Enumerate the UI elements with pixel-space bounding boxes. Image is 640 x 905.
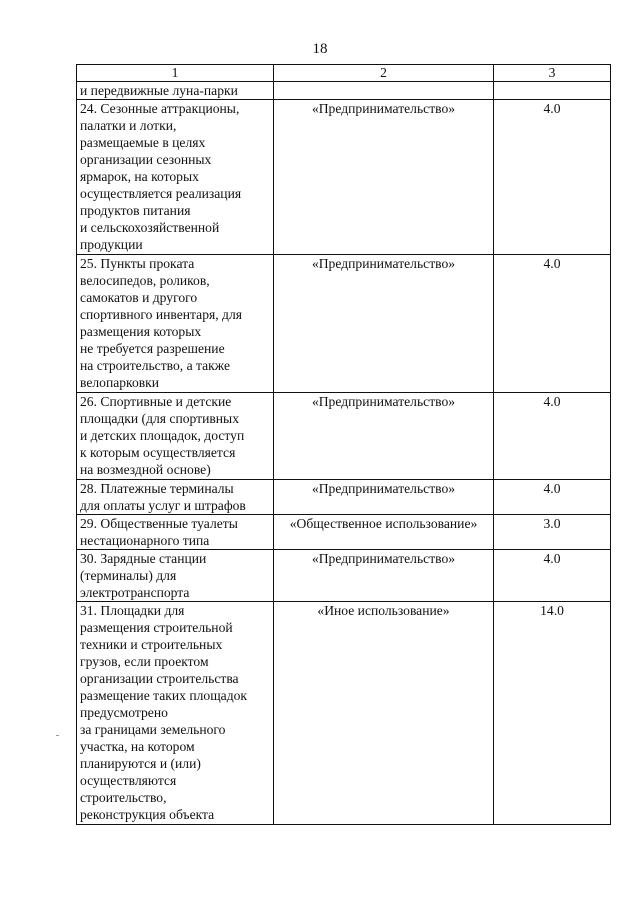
land-use-cell: «Иное использование» (274, 602, 494, 825)
table-header-row (77, 65, 611, 82)
page-number: 18 (312, 41, 328, 57)
use-code-cell: 4.0 (494, 480, 611, 515)
table-row (77, 82, 611, 100)
object-name-cell: 31. Площадки для размещения строительной техники и строительных грузов, если проектом организации строительства размещение таких площадок предусмотрено за границами земельного участка, на котором планируются и (или) осуществляются строительство, реконструкция объекта (77, 602, 274, 825)
scan-mark (56, 735, 59, 736)
use-code-cell: 4.0 (494, 255, 611, 393)
table-row (77, 480, 611, 515)
use-code-cell (494, 82, 611, 100)
use-code-cell: 4.0 (494, 100, 611, 255)
table-row (77, 602, 611, 825)
land-use-cell: «Предпринимательство» (274, 550, 494, 602)
table-row (77, 255, 611, 393)
use-code-cell: 14.0 (494, 602, 611, 825)
object-name-cell: 26. Спортивные и детские площадки (для спортивных и детских площадок, доступ к которым осуществляется на возмездной основе) (77, 393, 274, 480)
use-code-cell: 3.0 (494, 515, 611, 550)
table-row (77, 393, 611, 480)
table-row (77, 550, 611, 602)
object-name-cell: 29. Общественные туалеты нестационарного типа (77, 515, 274, 550)
land-use-cell: «Общественное использование» (274, 515, 494, 550)
document-table (76, 64, 611, 825)
object-name-cell: 30. Зарядные станции (терминалы) для электротранспорта (77, 550, 274, 602)
table-row (77, 515, 611, 550)
object-name-cell: 28. Платежные терминалы для оплаты услуг и штрафов (77, 480, 274, 515)
land-use-cell: «Предпринимательство» (274, 255, 494, 393)
column-header-1: 1 (77, 65, 274, 82)
use-code-cell: 4.0 (494, 550, 611, 602)
land-use-cell: «Предпринимательство» (274, 480, 494, 515)
object-name-cell: 24. Сезонные аттракционы, палатки и лотки, размещаемые в целях организации сезонных ярмарок, на которых осуществляется реализация продуктов питания и сельскохозяйственной продукции (77, 100, 274, 255)
use-code-cell: 4.0 (494, 393, 611, 480)
land-use-cell: «Предпринимательство» (274, 100, 494, 255)
land-use-cell: «Предпринимательство» (274, 393, 494, 480)
table-row (77, 100, 611, 255)
column-header-3: 3 (494, 65, 611, 82)
land-use-cell (274, 82, 494, 100)
column-header-2: 2 (274, 65, 494, 82)
object-name-cell: 25. Пункты проката велосипедов, роликов, самокатов и другого спортивного инвентаря, для размещения которых не требуется разрешение на строительство, а также велопарковки (77, 255, 274, 393)
object-name-cell: и передвижные луна-парки (77, 82, 274, 100)
